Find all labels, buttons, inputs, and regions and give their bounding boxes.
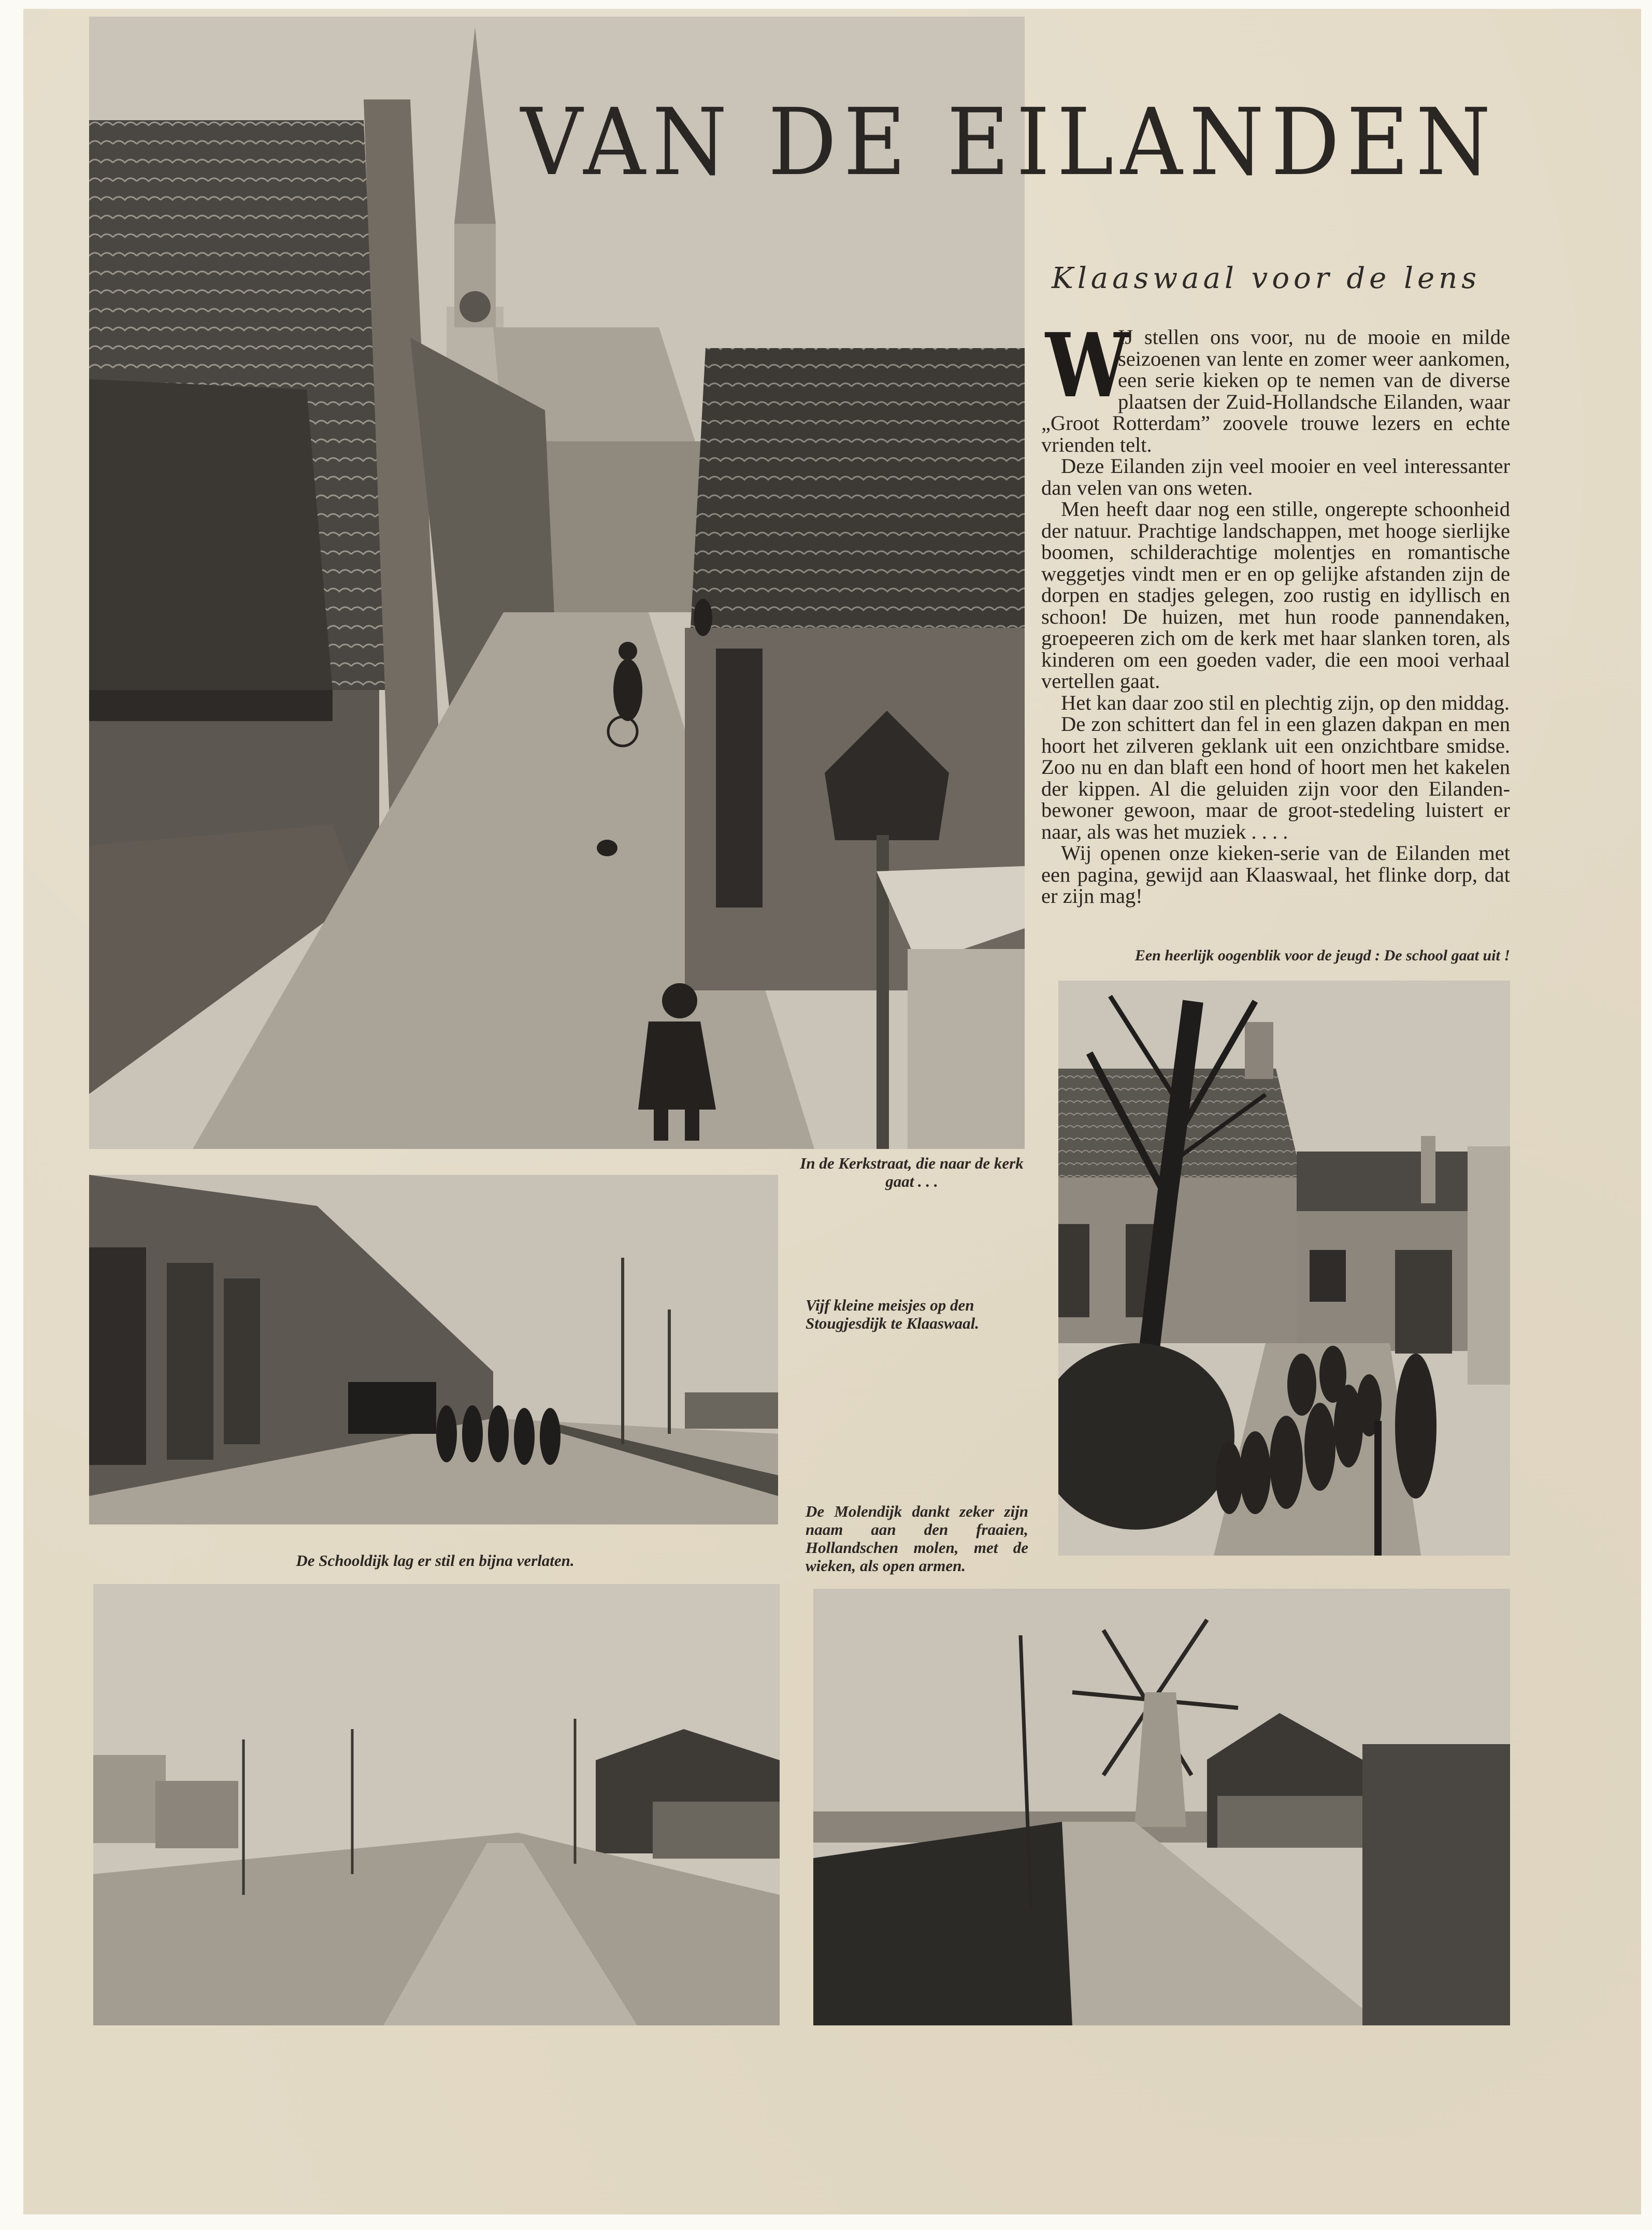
window [1310, 1250, 1346, 1302]
article-paragraph: Deze Eilanden zijn veel mooier en veel interessanter dan velen van ons weten. [1041, 454, 1510, 499]
photo-molendijk [813, 1589, 1510, 2025]
drop-cap: W [1045, 314, 1130, 418]
stougjesdijk-scene-illustration [89, 1175, 778, 1524]
caption-school: Een heerlijk oogenblik voor de jeugd : De school gaat uit ! [1134, 947, 1510, 964]
article-paragraph: Men heeft daar nog een stille, ongerepte schoonheid der natuur. Prachtige landschappen, met hooge sierlijke boomen, schilderachtige molentjes en romantische weggetjes vindt men er en op gelijke afstanden zijn de dorpen en stadjes gelegen, zoo rustig en idyllisch en schoon! De huizen, met hun roode pannendaken, groepeeren zich om de kerk met haar slanken toren, als kinderen om een goeden vader, die een mooi verhaal vertellen gaat. [1041, 497, 1510, 693]
school-scene-illustration [1058, 981, 1510, 1556]
gate-post [1374, 1421, 1382, 1556]
schooldijk-scene-illustration [93, 1584, 780, 2025]
article-paragraph: Het kan daar zoo stil en plechtig zijn, op den middag. [1061, 690, 1510, 714]
article-paragraph: Wij openen onze kieken-serie van de Eilanden met een pagina, gewijd aan Klaaswaal, het flinke dorp, dat er zijn mag! [1041, 841, 1510, 908]
car [348, 1382, 436, 1434]
article-paragraph: De zon schittert dan fel in een glazen dakpan en men hoort het zilveren geklank uit een onzichtbare smidse. Zoo nu en dan blaft een hond of hoort men het kakelen der kippen. Al die geluiden zijn voor den Eilanden-bewoner gewoon, maar de groot-stedeling luistert er naar, als was het muziek . . . . [1041, 712, 1510, 843]
caption-stougjesdijk: Vijf kleine meisjes op den Stougjesdijk te Klaaswaal. [806, 1296, 980, 1332]
school-door [1395, 1250, 1452, 1354]
shop-window [89, 1247, 146, 1465]
caption-kerkstraat: In de Kerkstraat, die naar de kerk gaat . . . [800, 1154, 1024, 1190]
house-left [93, 1755, 166, 1843]
page-title: VAN DE EILANDEN [521, 89, 1498, 196]
chimney [1245, 1022, 1273, 1079]
left-house-roof-2 [89, 379, 333, 690]
dike-slope [813, 1822, 1083, 2025]
article-paragraph: IJ stellen ons voor, nu de mooie en milde seizoenen van lente en zomer weer aankomen, een serie kieken op te nemen van de diverse plaatsen der Zuid-Hollandsche Eilanden, waar „Groot Rotterdam” zoovele trouwe lezers en echte vrienden telt. [1041, 325, 1510, 456]
caption-molendijk: De Molendijk dankt zeker zijn naam aan den fraaien, Hollandschen molen, met de wieken, als open armen. [806, 1502, 1028, 1575]
article-subtitle: Klaaswaal voor de lens [1052, 262, 1481, 295]
photo-school [1058, 981, 1510, 1556]
church-clock [459, 291, 491, 322]
photo-schooldijk [93, 1584, 780, 2025]
photo-stougjesdijk [89, 1175, 778, 1524]
caption-schooldijk: De Schooldijk lag er stil en bijna verlaten. [296, 1551, 574, 1570]
article-body [1041, 314, 1510, 908]
molendijk-scene-illustration [813, 1589, 1510, 2025]
